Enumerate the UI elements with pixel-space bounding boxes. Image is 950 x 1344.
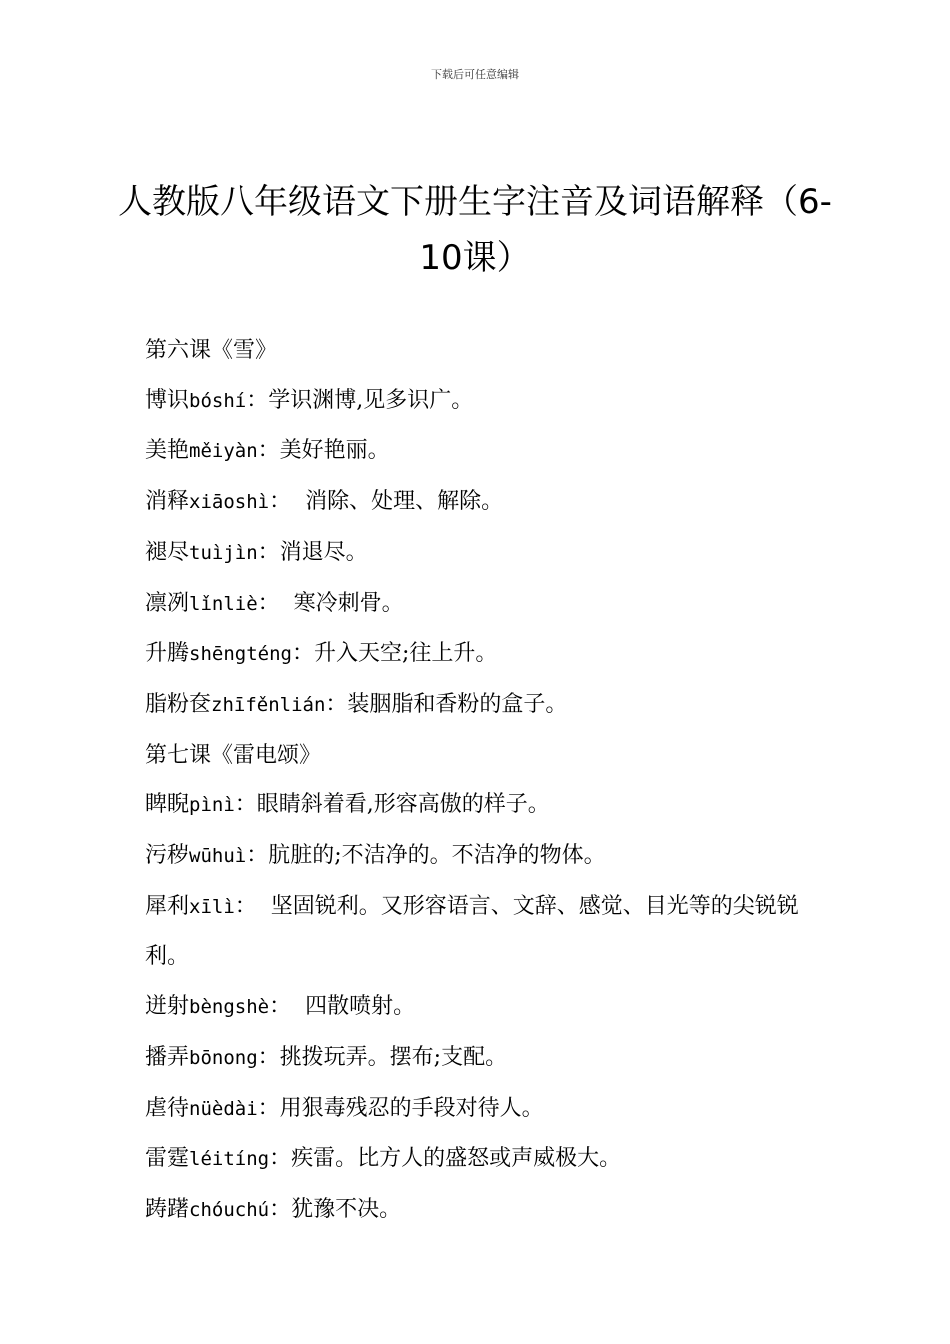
vocab-entry xyxy=(145,629,815,680)
vocab-term: 消释 xyxy=(145,489,190,515)
vocab-definition: 坚固锐利。又形容语言、文辞、感觉、目光等的尖锐锐利。 xyxy=(145,893,799,970)
vocab-pinyin: měiyàn xyxy=(189,440,258,463)
vocab-separator: ： xyxy=(269,1146,292,1172)
vocab-separator: ： xyxy=(257,438,280,464)
vocab-separator: ： xyxy=(291,641,314,667)
vocab-pinyin: shēngténg xyxy=(189,643,292,666)
vocab-definition: 疾雷。比方人的盛怒或声威极大。 xyxy=(291,1146,622,1172)
vocab-entry xyxy=(145,780,815,831)
vocab-separator: ： xyxy=(234,893,271,919)
vocab-pinyin: bóshí xyxy=(189,389,247,412)
vocab-term: 升腾 xyxy=(145,641,190,667)
vocab-entry xyxy=(145,882,815,982)
vocab-definition: 消除、处理、解除。 xyxy=(305,489,504,515)
vocab-definition: 美好艳丽。 xyxy=(279,438,390,464)
vocab-separator: ： xyxy=(269,1196,292,1222)
vocab-definition: 肮脏的;不洁净的。不洁净的物体。 xyxy=(268,843,606,869)
vocab-entry xyxy=(145,376,815,427)
vocab-definition: 挑拨玩弄。摆布;支配。 xyxy=(279,1044,508,1070)
vocab-term: 播弄 xyxy=(145,1044,190,1070)
vocab-term: 污秽 xyxy=(145,843,190,869)
vocab-pinyin: zhīfěnlián xyxy=(211,693,326,716)
vocab-pinyin: xiāoshì xyxy=(189,491,270,514)
vocab-pinyin: pìnì xyxy=(189,794,235,817)
vocab-term: 睥睨 xyxy=(145,792,190,818)
vocab-term: 美艳 xyxy=(145,438,190,464)
header-note: 下载后可任意编辑 xyxy=(431,68,519,81)
vocab-pinyin: xīlì xyxy=(189,895,235,918)
vocab-entry xyxy=(145,579,815,630)
vocab-pinyin: chóuchú xyxy=(189,1198,270,1221)
vocab-term: 踌躇 xyxy=(145,1196,190,1222)
vocab-separator: ： xyxy=(269,994,306,1020)
vocab-pinyin: wūhuì xyxy=(189,845,247,868)
vocab-term: 雷霆 xyxy=(145,1146,190,1172)
vocab-separator: ： xyxy=(257,539,280,565)
vocab-definition: 眼睛斜着看,形容高傲的样子。 xyxy=(256,792,550,818)
vocab-pinyin: bèngshè xyxy=(189,996,270,1019)
lesson-heading: 第六课《雪》 xyxy=(145,338,278,363)
vocab-entry xyxy=(145,528,815,579)
vocab-pinyin: nüèdài xyxy=(189,1097,258,1120)
vocab-separator: ： xyxy=(257,1095,280,1121)
vocab-pinyin: lǐnliè xyxy=(189,592,258,615)
vocab-separator: ： xyxy=(257,590,294,616)
vocab-term: 迸射 xyxy=(145,994,190,1020)
vocab-separator: ： xyxy=(269,489,306,515)
vocab-separator: ： xyxy=(257,1044,280,1070)
vocab-entry xyxy=(145,1084,815,1135)
vocab-entry xyxy=(145,982,815,1033)
vocab-definition: 犹豫不决。 xyxy=(291,1196,402,1222)
vocab-entry xyxy=(145,477,815,528)
vocab-pinyin: bōnong xyxy=(189,1046,258,1069)
vocab-definition: 装胭脂和香粉的盒子。 xyxy=(347,691,568,717)
document-title: 人教版八年级语文下册生字注音及词语解释（6-10课） xyxy=(118,182,832,278)
vocab-pinyin: tuìjìn xyxy=(189,541,258,564)
vocab-term: 犀利 xyxy=(145,893,190,919)
vocab-pinyin: léitíng xyxy=(189,1148,270,1171)
vocab-entry xyxy=(145,1134,815,1185)
vocab-definition: 用狠毒残忍的手段对待人。 xyxy=(279,1095,544,1121)
vocabulary-list xyxy=(145,326,815,1236)
vocab-term: 凛冽 xyxy=(145,590,190,616)
vocab-separator: ： xyxy=(325,691,348,717)
vocab-definition: 消退尽。 xyxy=(279,539,368,565)
vocab-entry xyxy=(145,426,815,477)
vocab-separator: ： xyxy=(234,792,257,818)
vocab-entry xyxy=(145,680,815,731)
vocab-term: 褪尽 xyxy=(145,539,190,565)
vocab-entry xyxy=(145,831,815,882)
vocab-definition: 寒冷刺骨。 xyxy=(293,590,404,616)
vocab-definition: 四散喷射。 xyxy=(305,994,416,1020)
vocab-definition: 升入天空;往上升。 xyxy=(313,641,498,667)
vocab-term: 脂粉奁 xyxy=(145,691,212,717)
vocab-definition: 学识渊博,见多识广。 xyxy=(268,387,474,413)
vocab-entry xyxy=(145,1185,815,1236)
vocab-entry xyxy=(145,1033,815,1084)
lesson-heading: 第七课《雷电颂》 xyxy=(145,742,322,768)
vocab-term: 博识 xyxy=(145,387,190,413)
vocab-separator: ： xyxy=(246,387,269,413)
vocab-separator: ： xyxy=(246,843,269,869)
vocab-term: 虐待 xyxy=(145,1095,190,1121)
